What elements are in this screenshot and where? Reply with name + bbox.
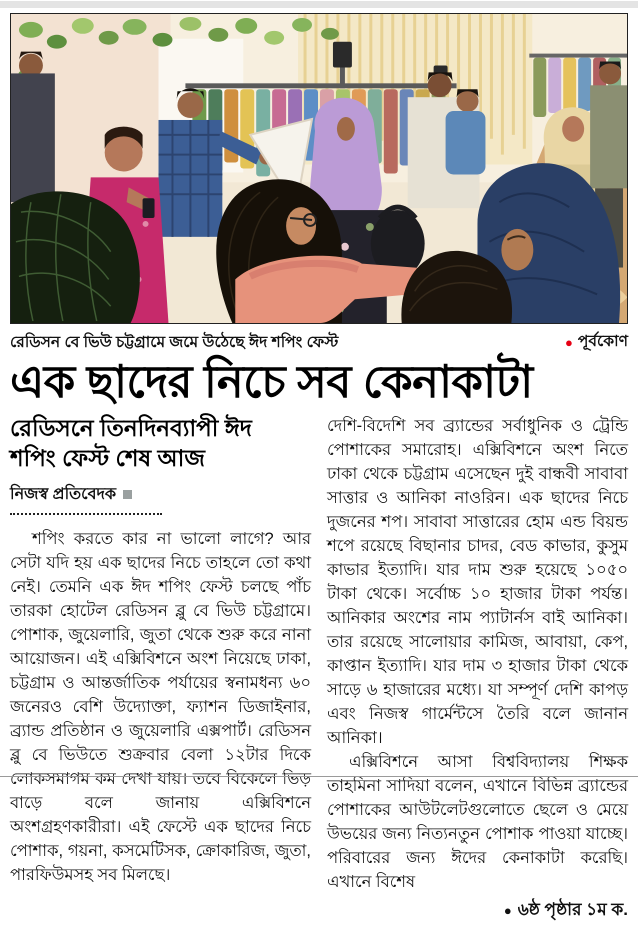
photo-credit	[565, 329, 628, 355]
byline-dotted-divider	[10, 513, 162, 515]
continuation-note	[327, 897, 628, 925]
byline	[10, 481, 311, 508]
subhead-line-2: শপিং ফেস্ট শেষ আজ	[10, 444, 205, 471]
article-body	[10, 414, 628, 925]
article-subhead	[10, 414, 311, 474]
festival-photo	[10, 13, 628, 324]
article-headline: এক ছাদের নিচে সব কেনাকাটা	[10, 355, 533, 407]
article-paragraph: দেশি-বিদেশি সব ব্র্যান্ডের সর্বাধুনিক ও ট্রেন্ডি পোশাকের সমারোহ। এক্সিবিশনে অংশ নিতে ঢাকা থেকে চট্টগ্রাম এসেছেন দুই বান্ধবী সাবাবা সাত্তার ও আনিকা নাওরিন। এক ছাদের নিচে দুজনের শপ। সাবাবা সাত্তারের হোম এন্ড বিয়ন্ড শপে রয়েছে বিছানার চাদর, বেড কাভার, কুসুম কাভার ইত্যাদি। যার দাম শুরু হয়েছে ১০৫০ টাকা থেকে। সর্বোচ্চ ১০ হাজার টাকা পর্যন্ত। আনিকার অংশের নাম প্যাটার্নস বাই আনিকা। তার রয়েছে সালোয়ার কামিজ, আবায়া, কেপ, কাপ্তান ইত্যাদি। যার দাম ৩ হাজার টাকা থেকে সাড়ে ৬ হাজারের মধ্যে। যা সম্পূর্ণ দেশি কাপড় এবং নিজস্ব গার্মেন্টসে তৈরি বলে জানান আনিকা।	[327, 416, 628, 747]
left-column	[10, 414, 311, 925]
continuation-bullet-icon: ●	[503, 903, 512, 919]
bottom-divider	[0, 776, 638, 777]
subhead-line-1: রেডিসনে তিনদিনব্যাপী ঈদ	[10, 414, 252, 441]
festival-photo-illustration	[11, 14, 627, 323]
photo-caption: রেডিসন বে ভিউ চট্টগ্রামে জমে উঠেছে ঈদ শপিং ফেস্ট	[10, 333, 339, 351]
byline-text: নিজস্ব প্রতিবেদক	[10, 485, 117, 503]
byline-square-icon	[123, 490, 132, 499]
credit-bullet-icon: ●	[565, 334, 573, 350]
article-paragraph: শপিং করতে কার না ভালো লাগে? আর সেটা যদি হয় এক ছাদের নিচে তাহলে তো কথা নেই। তেমনি এক ঈদ শপিং ফেস্ট চলছে পাঁচ তারকা হোটেল রেডিসন ব্লু বে ভিউ চট্টগ্রামে। পোশাক, জুয়েলারি, জুতা থেকে শুরু করে নানা আয়োজন। এই এক্সিবিশনে অংশ নিয়েছে ঢাকা, চট্টগ্রাম ও আন্তর্জাতিক পর্যায়ের স্বনামধন্য ৬০ জনেরও বেশি উদ্যোক্তা, ফ্যাশন ডিজাইনার, ব্র্যান্ড প্রতিষ্ঠান ও জুয়েলারি এক্সপার্ট। রেডিসন ব্লু বে ভিউতে শুক্রবার বেলা ১২টার দিকে লোকসমাগম কম দেখা যায়। তবে বিকেলে ভিড় বাড়ে বলে জানায় এক্সিবিশনে অংশগ্রহণকারীরা। এই ফেস্টে এক ছাদের নিচে পোশাক, গয়না, কসমেটিসক, ক্রোকারিজ, জুতা, পারফিউমসহ সব মিলছে।	[10, 529, 311, 884]
article-paragraph: এক্সিবিশনে আসা বিশ্ববিদ্যালয় শিক্ষক তাহমিনা সাদিয়া বলেন, এখানে বিভিন্ন ব্র্যান্ডের পোশাকের আউটলেটগুলোতে ছেলে ও মেয়ে উভয়ের জন্য নিত্যনতুন পোশাক পাওয়া যাচ্ছে। পরিবারের জন্য ঈদের কেনাকাটা করেছি। এখানে বিশেষ	[327, 752, 628, 891]
right-column	[327, 414, 628, 925]
credit-name: পূর্বকোণ	[577, 333, 628, 350]
continuation-text: ৬ষ্ঠ পৃষ্ঠার ১ম ক.	[517, 899, 628, 919]
masthead-strip	[0, 1, 638, 8]
